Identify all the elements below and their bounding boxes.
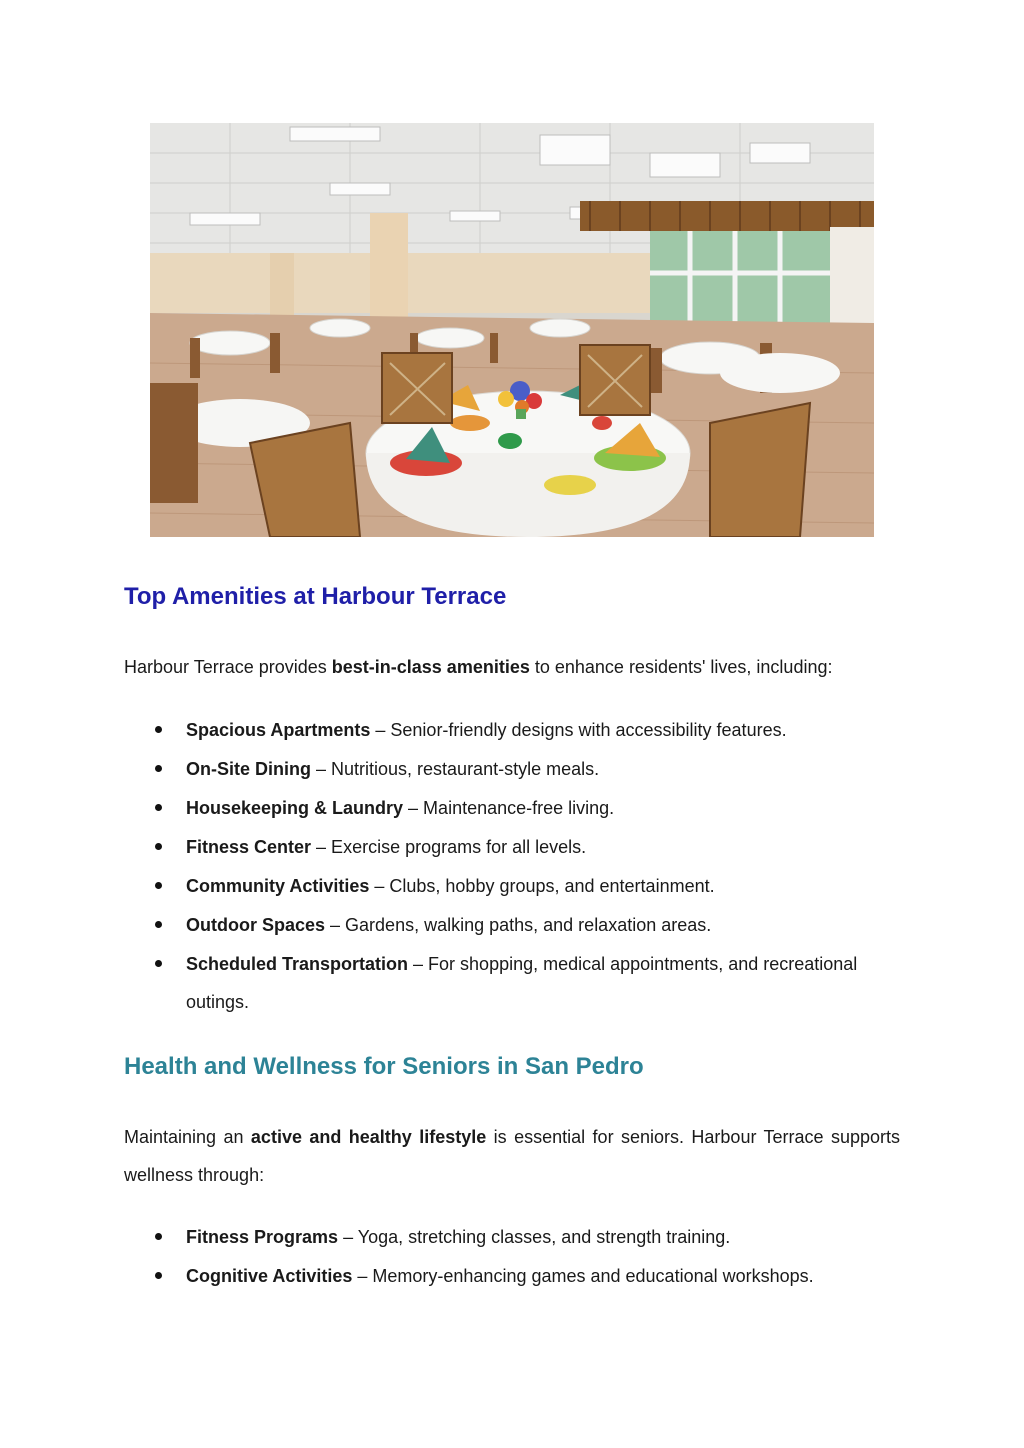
health-intro-tail: is essential for seniors. Harbour Terrace supports wellness through: <box>124 1127 901 1185</box>
list-item-term: Cognitive Activities <box>186 1266 353 1286</box>
amenities-intro-tail: to enhance residents' lives, including: <box>529 657 833 677</box>
dining-room-photo <box>150 123 874 537</box>
amenities-intro <box>124 648 900 686</box>
list-item-term: On-Site Dining <box>186 759 311 779</box>
dining-room-illustration <box>150 123 874 537</box>
list-item-desc: – Clubs, hobby groups, and entertainment. <box>369 876 715 896</box>
list-item <box>124 750 900 788</box>
list-item-term: Fitness Programs <box>186 1227 339 1247</box>
list-item <box>124 1218 900 1256</box>
list-item-term: Fitness Center <box>186 837 312 857</box>
list-item <box>124 828 900 866</box>
list-item <box>124 945 900 1021</box>
health-list <box>124 1218 900 1296</box>
health-intro-bold: active and healthy lifestyle <box>250 1127 487 1147</box>
amenities-intro-bold: best-in-class amenities <box>331 657 530 677</box>
amenities-list <box>124 711 900 1022</box>
list-item-desc: – Gardens, walking paths, and relaxation areas. <box>325 915 712 935</box>
list-item-desc: – Nutritious, restaurant-style meals. <box>311 759 600 779</box>
amenities-intro-lead: Harbour Terrace provides <box>124 657 332 677</box>
list-item-term: Housekeeping & Laundry <box>186 798 404 818</box>
list-item-desc: – Senior-friendly designs with accessibility features. <box>370 720 787 740</box>
health-heading: Health and Wellness for Seniors in San Pedro <box>124 1053 644 1080</box>
list-item <box>124 789 900 827</box>
list-item-term: Spacious Apartments <box>186 720 371 740</box>
list-item-term: Outdoor Spaces <box>186 915 326 935</box>
amenities-heading: Top Amenities at Harbour Terrace <box>124 583 507 610</box>
list-item-desc: – Exercise programs for all levels. <box>311 837 587 857</box>
list-item <box>124 711 900 749</box>
list-item-desc: – For shopping, medical appointments, and recreational outings. <box>186 954 858 1012</box>
health-intro-lead: Maintaining an <box>124 1127 251 1147</box>
list-item <box>124 1257 900 1295</box>
list-item <box>124 906 900 944</box>
list-item-desc: – Maintenance-free living. <box>403 798 615 818</box>
list-item-desc: – Memory-enhancing games and educational workshops. <box>352 1266 814 1286</box>
list-item <box>124 867 900 905</box>
health-intro <box>124 1118 900 1194</box>
list-item-term: Scheduled Transportation <box>186 954 409 974</box>
list-item-term: Community Activities <box>186 876 370 896</box>
list-item-desc: – Yoga, stretching classes, and strength training. <box>338 1227 731 1247</box>
